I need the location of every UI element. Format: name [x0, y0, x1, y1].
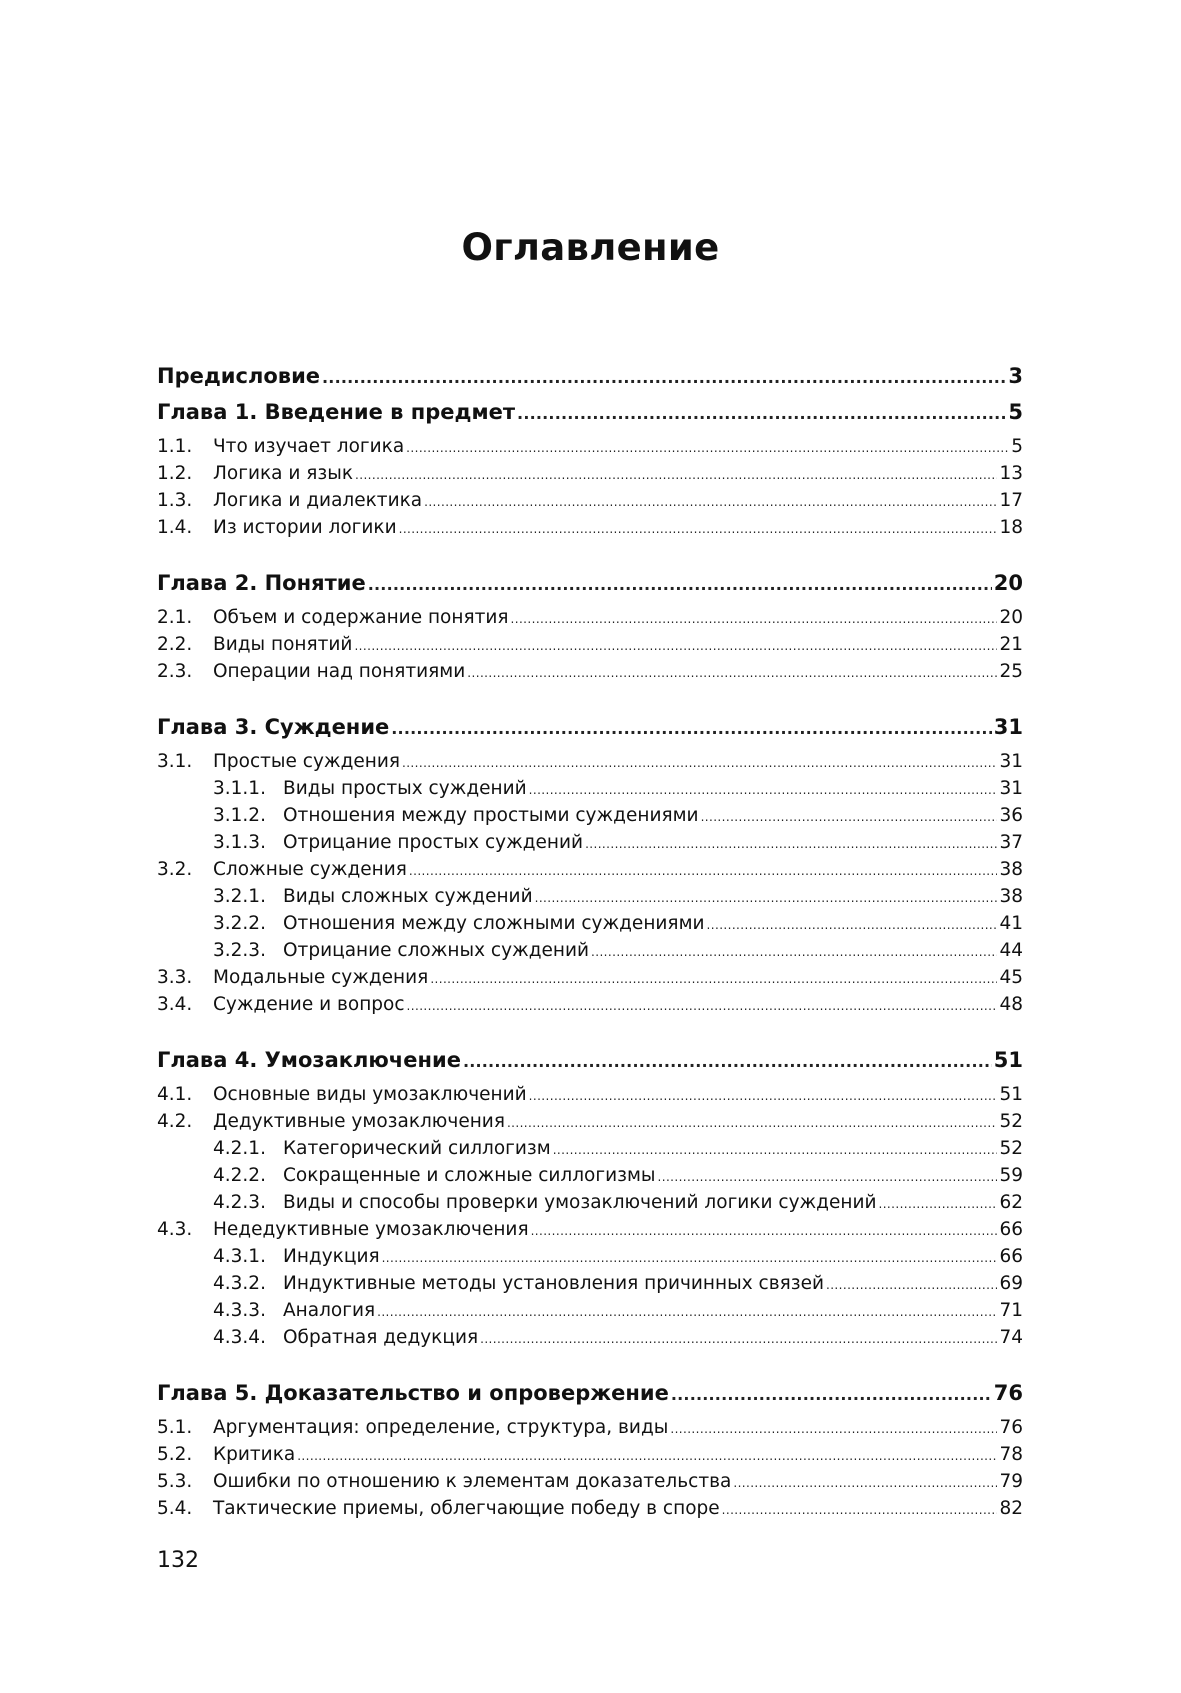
toc-entry-title: Глава 1. Введение в предмет [157, 400, 516, 424]
toc-entry-title: Отрицание простых суждений [283, 832, 584, 853]
toc-entry-number: 2.3. [157, 661, 193, 682]
toc-entry-page: 59 [999, 1165, 1023, 1186]
toc-entry-title: Основные виды умозаключений [213, 1084, 527, 1105]
toc-entry-number: 4.1. [157, 1084, 193, 1105]
toc-entry-number: 2.1. [157, 607, 193, 628]
toc-entry-title: Критика [213, 1444, 296, 1465]
toc-entry-title: Объем и содержание понятия [213, 607, 509, 628]
dot-leader [707, 912, 998, 939]
toc-section-row[interactable] [157, 1468, 1023, 1495]
toc-entry-number: 5.3. [157, 1471, 193, 1492]
toc-section-row[interactable] [157, 1441, 1023, 1468]
toc-section-row[interactable] [157, 658, 1023, 685]
toc-chapter-row[interactable] [157, 1045, 1023, 1075]
dot-leader [733, 1470, 997, 1497]
toc-entry-title: Виды понятий [213, 634, 353, 655]
toc-entry-page: 76 [999, 1417, 1023, 1438]
toc-chapter-row[interactable] [157, 712, 1023, 742]
toc-entry-title: Ошибки по отношению к элементам доказательства [213, 1471, 732, 1492]
toc-entry-title: Виды и способы проверки умозаключений логики суждений [283, 1192, 877, 1213]
dot-leader [511, 606, 998, 633]
toc-section-row[interactable] [157, 1108, 1023, 1135]
dot-leader [507, 1110, 998, 1137]
dot-leader [399, 516, 998, 543]
dot-leader [517, 399, 1006, 429]
toc-entry-page: 74 [999, 1327, 1023, 1348]
toc-entry-title: Отрицание сложных суждений [283, 940, 590, 961]
toc-section-row[interactable] [157, 460, 1023, 487]
toc-entry-title: Категорический силлогизм [283, 1138, 551, 1159]
toc-entry-page: 36 [999, 805, 1023, 826]
dot-leader [826, 1272, 997, 1299]
toc-entry-page: 20 [999, 607, 1023, 628]
toc-entry-page: 31 [999, 778, 1023, 799]
toc-entry-number: 5.4. [157, 1498, 193, 1519]
toc-entry-page: 69 [999, 1273, 1023, 1294]
dot-leader [701, 804, 998, 831]
toc-subsection-row[interactable] [157, 1135, 1023, 1162]
toc-entry-page: 52 [999, 1111, 1023, 1132]
toc-entry-page: 37 [999, 832, 1023, 853]
toc-entry-page: 3 [1008, 364, 1023, 388]
toc-entry-page: 51 [993, 1048, 1023, 1072]
toc-subsection-row[interactable] [157, 1270, 1023, 1297]
toc-entry-title: Отношения между сложными суждениями [283, 913, 705, 934]
dot-leader [407, 993, 998, 1020]
toc-entry-number: 5.1. [157, 1417, 193, 1438]
toc-section-row[interactable] [157, 487, 1023, 514]
toc-section-row[interactable] [157, 604, 1023, 631]
toc-entry-page: 79 [999, 1471, 1023, 1492]
toc-entry-title: Недедуктивные умозаключения [213, 1219, 529, 1240]
toc-entry-title: Аргументация: определение, структура, виды [213, 1417, 669, 1438]
toc-entry-number: 4.2.3. [213, 1192, 266, 1213]
dot-leader [531, 1218, 998, 1245]
toc-entry-page: 13 [999, 463, 1023, 484]
toc-entry-page: 66 [999, 1246, 1023, 1267]
dot-leader [391, 714, 991, 744]
toc-subsection-row[interactable] [157, 1189, 1023, 1216]
toc-entry-number: 3.4. [157, 994, 193, 1015]
toc-entry-title: Глава 4. Умозаключение [157, 1048, 461, 1072]
toc-entry-page: 17 [999, 490, 1023, 511]
toc-entry-title: Виды простых суждений [283, 778, 527, 799]
toc-section-row[interactable] [157, 514, 1023, 541]
toc-subsection-row[interactable] [157, 1324, 1023, 1351]
toc-subsection-row[interactable] [157, 1297, 1023, 1324]
toc-entry-page: 21 [999, 634, 1023, 655]
toc-section-row[interactable] [157, 856, 1023, 883]
toc-entry-title: Обратная дедукция [283, 1327, 479, 1348]
toc-entry-title: Дедуктивные умозаключения [213, 1111, 505, 1132]
toc-entry-number: 4.3.1. [213, 1246, 266, 1267]
toc-entry-title: Глава 3. Суждение [157, 715, 390, 739]
toc-entry-title: Виды сложных суждений [283, 886, 533, 907]
toc-entry-page: 66 [999, 1219, 1023, 1240]
toc-entry-title: Простые суждения [213, 751, 400, 772]
toc-entry-number: 3.1.2. [213, 805, 266, 826]
dot-leader [529, 777, 998, 804]
toc-section-row[interactable] [157, 1216, 1023, 1243]
dot-leader [430, 966, 997, 993]
toc-entry-number: 3.2.3. [213, 940, 266, 961]
toc-entry-number: 3.1.1. [213, 778, 266, 799]
toc-entry-number: 3.3. [157, 967, 193, 988]
dot-leader [406, 435, 1009, 462]
dot-leader [670, 1416, 997, 1443]
dot-leader [535, 885, 998, 912]
toc-entry-title: Тактические приемы, облегчающие победу в споре [213, 1498, 720, 1519]
toc-entry-page: 41 [999, 913, 1023, 934]
toc-entry-title: Логика и диалектика [213, 490, 423, 511]
toc-entry-title: Модальные суждения [213, 967, 429, 988]
dot-leader [529, 1083, 998, 1110]
dot-leader [467, 660, 997, 687]
toc-entry-title: Глава 5. Доказательство и опровержение [157, 1381, 669, 1405]
toc-entry-page: 51 [999, 1084, 1023, 1105]
toc-entry-title: Отношения между простыми суждениями [283, 805, 699, 826]
toc-entry-number: 4.3.2. [213, 1273, 266, 1294]
toc-entry-page: 31 [999, 751, 1023, 772]
toc-entry-number: 2.2. [157, 634, 193, 655]
toc-entry-number: 1.3. [157, 490, 193, 511]
toc-entry-number: 3.1.3. [213, 832, 266, 853]
toc-entry-page: 31 [993, 715, 1023, 739]
toc-entry-number: 1.1. [157, 436, 193, 457]
dot-leader [591, 939, 997, 966]
dot-leader [322, 363, 1006, 393]
dot-leader [671, 1380, 992, 1410]
toc-section-row[interactable] [157, 1414, 1023, 1441]
dot-leader [409, 858, 998, 885]
toc-entry-title: Предисловие [157, 364, 321, 388]
dot-leader [585, 831, 997, 858]
toc-entry-title: Из истории логики [213, 517, 397, 538]
toc-chapter-row[interactable] [157, 1378, 1023, 1408]
toc-chapter-row[interactable] [157, 361, 1023, 391]
dot-leader [553, 1137, 998, 1164]
toc-section-row[interactable] [157, 964, 1023, 991]
toc-entry-number: 5.2. [157, 1444, 193, 1465]
toc-entry-page: 25 [999, 661, 1023, 682]
toc-entry-number: 4.3. [157, 1219, 193, 1240]
toc-section-row[interactable] [157, 433, 1023, 460]
toc-entry-title: Сложные суждения [213, 859, 407, 880]
toc-entry-number: 4.3.3. [213, 1300, 266, 1321]
toc-entry-number: 3.2.2. [213, 913, 266, 934]
toc-entry-page: 62 [999, 1192, 1023, 1213]
dot-leader [382, 1245, 998, 1272]
toc-subsection-row[interactable] [157, 829, 1023, 856]
dot-leader [879, 1191, 998, 1218]
toc-entry-page: 5 [1008, 400, 1023, 424]
dot-leader [368, 570, 992, 600]
toc-entry-title: Суждение и вопрос [213, 994, 405, 1015]
toc-entry-page: 48 [999, 994, 1023, 1015]
toc-entry-page: 38 [999, 859, 1023, 880]
page-title: Оглавление [461, 226, 720, 269]
dot-leader [658, 1164, 998, 1191]
toc-entry-title: Аналогия [283, 1300, 376, 1321]
toc-entry-number: 4.2.1. [213, 1138, 266, 1159]
toc-entry-page: 44 [999, 940, 1023, 961]
dot-leader [463, 1047, 992, 1077]
toc-entry-page: 82 [999, 1498, 1023, 1519]
toc-entry-title: Что изучает логика [213, 436, 405, 457]
toc-entry-page: 20 [993, 571, 1023, 595]
toc-entry-page: 45 [999, 967, 1023, 988]
toc-subsection-row[interactable] [157, 883, 1023, 910]
toc-entry-title: Операции над понятиями [213, 661, 466, 682]
toc-section-row[interactable] [157, 991, 1023, 1018]
toc-subsection-row[interactable] [157, 775, 1023, 802]
toc-entry-title: Индукция [283, 1246, 380, 1267]
toc-section-row[interactable] [157, 1495, 1023, 1522]
toc-subsection-row[interactable] [157, 802, 1023, 829]
toc-entry-page: 78 [999, 1444, 1023, 1465]
toc-section-row[interactable] [157, 631, 1023, 658]
toc-entry-title: Глава 2. Понятие [157, 571, 366, 595]
dot-leader [377, 1299, 997, 1326]
toc-entry-page: 76 [993, 1381, 1023, 1405]
toc-entry-page: 71 [999, 1300, 1023, 1321]
dot-leader [402, 750, 997, 777]
dot-leader [424, 489, 997, 516]
toc-entry-page: 5 [1011, 436, 1023, 457]
toc-entry-number: 3.1. [157, 751, 193, 772]
dot-leader [354, 633, 997, 660]
toc-entry-number: 3.2.1. [213, 886, 266, 907]
toc-entry-number: 4.2.2. [213, 1165, 266, 1186]
toc-entry-number: 3.2. [157, 859, 193, 880]
toc-entry-number: 4.2. [157, 1111, 193, 1132]
dot-leader [480, 1326, 997, 1353]
toc-entry-title: Сокращенные и сложные силлогизмы [283, 1165, 656, 1186]
toc-entry-number: 4.3.4. [213, 1327, 266, 1348]
toc-subsection-row[interactable] [157, 1162, 1023, 1189]
toc-chapter-row[interactable] [157, 397, 1023, 427]
toc-chapter-row[interactable] [157, 568, 1023, 598]
toc-entry-page: 18 [999, 517, 1023, 538]
toc-entry-title: Логика и язык [213, 463, 354, 484]
toc-entry-title: Индуктивные методы установления причинных связей [283, 1273, 824, 1294]
toc-section-row[interactable] [157, 1081, 1023, 1108]
page-number: 132 [157, 1548, 199, 1573]
dot-leader [355, 462, 997, 489]
table-of-contents [157, 361, 1023, 1522]
dot-leader [722, 1497, 998, 1524]
toc-section-row[interactable] [157, 748, 1023, 775]
dot-leader [297, 1443, 997, 1470]
toc-entry-number: 1.2. [157, 463, 193, 484]
toc-subsection-row[interactable] [157, 1243, 1023, 1270]
toc-subsection-row[interactable] [157, 937, 1023, 964]
toc-subsection-row[interactable] [157, 910, 1023, 937]
toc-entry-number: 1.4. [157, 517, 193, 538]
toc-entry-page: 38 [999, 886, 1023, 907]
toc-entry-page: 52 [999, 1138, 1023, 1159]
